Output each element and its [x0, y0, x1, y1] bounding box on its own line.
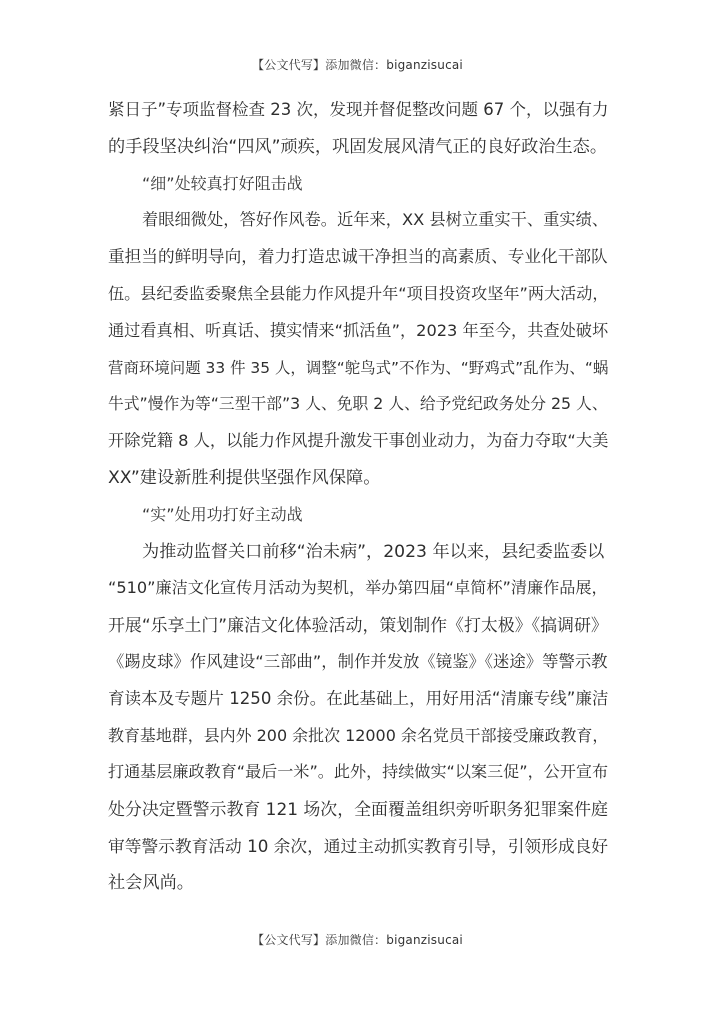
paragraph-first-line: 着眼细微处，答好作风卷。近年来，XX 县树立重实干、重实绩、 — [142, 210, 609, 230]
body-line: 的手段坚决纠治“四风”顽疾，巩固发展风清气正的良好政治生态。 — [108, 136, 608, 157]
body-line: “510”廉洁文化宣传月活动为契机，举办第四届“卓简杯”清廉作品展， — [108, 578, 608, 598]
body-line: XX”建设新胜利提供坚强作风保障。 — [108, 467, 381, 488]
body-line: 伍。县纪委监委聚焦全县能力作风提升年“项目投资攻坚年”两大活动， — [108, 283, 609, 303]
body-line: 开除党籍 8 人，以能力作风提升激发干事创业动力，为奋力夺取“大美 — [108, 431, 609, 451]
body-line: 打通基层廉政教育“最后一米”。此外，持续做实“以案三促”，公开宣布 — [108, 762, 609, 782]
body-line: 营商环境问题 33 件 35 人，调整“鸵鸟式”不作为、“野鸡式”乱作为、“蜗 — [108, 358, 609, 377]
body-line: 重担当的鲜明导向，着力打造忠诚干净担当的高素质、专业化干部队 — [108, 247, 608, 267]
body-line: 紧日子”专项监督检查 23 次，发现并督促整改问题 67 个，以强有力 — [108, 100, 609, 119]
section-heading: “细”处较真打好阻击战 — [142, 173, 303, 193]
header-watermark-note: 【公文代写】添加微信：biganzisucai — [252, 58, 463, 72]
section-heading: “实”处用功打好主动战 — [142, 504, 303, 524]
body-line: 牛式”慢作为等“三型干部”3 人、免职 2 人、给予党纪政务处分 25 人、 — [108, 394, 608, 414]
body-line: 处分决定暨警示教育 121 场次，全面覆盖组织旁听职务犯罪案件庭 — [108, 799, 608, 820]
body-line: 育读本及专题片 1250 余份。在此基础上，用好用活“清廉专线”廉洁 — [108, 688, 609, 708]
body-line: 《踢皮球》作风建设“三部曲”，制作并发放《镜鉴》《迷途》等警示教 — [108, 651, 608, 671]
body-line: 审等警示教育活动 10 余次，通过主动抓实教育引导，引领形成良好 — [108, 835, 609, 856]
body-line: 社会风尚。 — [108, 872, 194, 893]
body-line: 教育基地群，县内外 200 余批次 12000 余名党员干部接受廉政教育， — [108, 725, 609, 745]
footer-watermark-note: 【公文代写】添加微信：biganzisucai — [252, 933, 463, 947]
paragraph-first-line: 为推动监督关口前移“治未病”，2023 年以来，县纪委监委以 — [142, 541, 605, 562]
document-body — [108, 92, 608, 902]
body-line: 通过看真相、听真话、摸实情来“抓活鱼”，2023 年至今，共查处破坏 — [108, 320, 609, 340]
body-line: 开展“乐享土门”廉洁文化体验活动，策划制作《打太极》《搞调研》 — [108, 615, 608, 636]
